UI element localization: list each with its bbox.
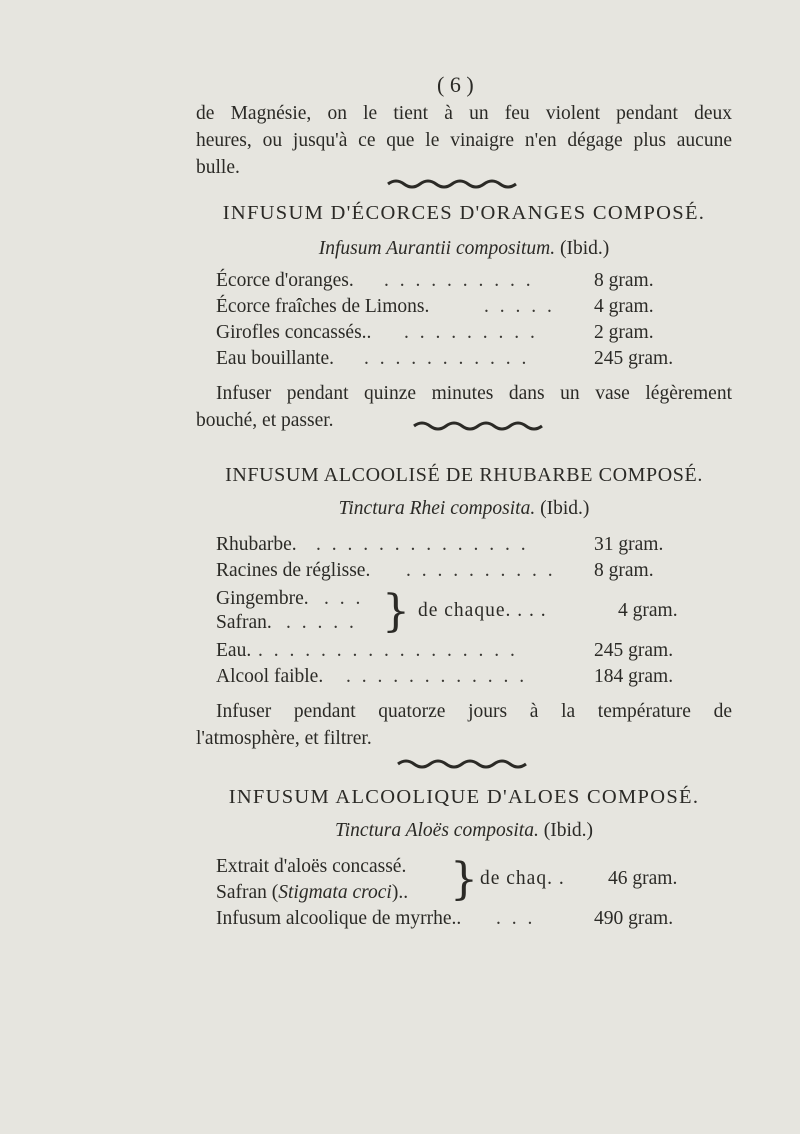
ingredient-quantity: 490 gram.	[594, 908, 674, 929]
ingredient-quantity: 184 gram.	[594, 666, 674, 687]
section-title: INFUSUM ALCOOLISÉ DE RHUBARBE COMPOSÉ.	[225, 464, 703, 486]
ingredient-quantity: 8 gram.	[594, 270, 654, 291]
ingredient-name: Gingembre.	[216, 588, 309, 609]
reference: (Ibid.)	[543, 820, 593, 841]
section-subtitle	[196, 820, 732, 842]
ingredient-quantity: 245 gram.	[594, 348, 674, 369]
ingredient-name: Eau bouillante.	[216, 348, 335, 369]
instruction-line: Infuser pendant quatorze jours à la température de	[216, 701, 732, 722]
ingredient-row	[216, 348, 686, 374]
ornament-divider	[386, 178, 522, 190]
ingredient-row	[216, 534, 686, 560]
ingredient-row	[216, 560, 686, 586]
reference: (Ibid.)	[540, 498, 590, 519]
intro-paragraph	[196, 100, 732, 181]
ornament-divider	[396, 758, 532, 770]
ingredient-name: Girofles concassés..	[216, 322, 372, 343]
ingredient-name: Eau.	[216, 640, 252, 661]
ingredient-name: Alcool faible.	[216, 666, 324, 687]
ingredient-row	[216, 270, 686, 296]
leader-dots: . . . . .	[286, 612, 357, 633]
latin-name: Infusum Aurantii compositum.	[318, 238, 556, 259]
leader-dots: . . .	[324, 588, 364, 609]
intro-line: bulle.	[196, 157, 240, 178]
latin-term: Stigmata croci	[278, 882, 392, 903]
leader-dots: . . . . . . . . .	[404, 322, 538, 343]
instruction-line: l'atmosphère, et filtrer.	[196, 728, 372, 749]
ingredient-name: Rhubarbe.	[216, 534, 297, 555]
leader-dots: . . . . . . . . . . .	[364, 348, 530, 369]
ingredient-quantity: 245 gram.	[594, 640, 674, 661]
leader-dots: . . . . . . . . . . . .	[346, 666, 528, 687]
safran-label: Safran (	[216, 882, 279, 903]
section-title: INFUSUM D'ÉCORCES D'ORANGES COMPOSÉ.	[222, 202, 706, 224]
instruction-line: Infuser pendant quinze minutes dans un vase légèrement	[216, 383, 732, 404]
instruction-line: bouché, et passer.	[196, 410, 334, 431]
page-number: ( 6 )	[437, 72, 474, 97]
ingredient-quantity: 46 gram.	[608, 868, 678, 889]
instruction-paragraph	[196, 698, 732, 752]
intro-line: heures, ou jusqu'à ce que le vinaigre n'en dégage plus aucune	[196, 130, 732, 151]
right-brace: }	[450, 854, 478, 905]
ingredient-row	[216, 908, 686, 934]
ingredient-name: Extrait d'aloës concassé.	[216, 856, 407, 877]
section-subtitle	[196, 498, 732, 520]
ingredient-quantity: 2 gram.	[594, 322, 654, 343]
ingredient-quantity: 8 gram.	[594, 560, 654, 581]
latin-name: Tinctura Aloës composita.	[334, 820, 539, 841]
leader-dots: . . . . .	[484, 296, 555, 317]
reference: (Ibid.)	[559, 238, 610, 259]
latin-name: Tinctura Rhei composita.	[338, 498, 536, 519]
ingredient-quantity: 4 gram.	[618, 600, 678, 621]
ingredient-row	[216, 296, 686, 322]
ornament-divider	[412, 420, 548, 432]
ingredient-quantity: 31 gram.	[594, 534, 664, 555]
ingredient-quantity: 4 gram.	[594, 296, 654, 317]
intro-line: de Magnésie, on le tient à un feu violent pendant deux	[196, 103, 732, 124]
ingredient-row	[216, 322, 686, 348]
right-brace: }	[382, 586, 410, 637]
section-subtitle	[196, 238, 732, 260]
leader-dots: . . .	[496, 908, 536, 929]
each-label: de chaque. . . .	[418, 600, 547, 621]
ingredient-name: Écorce fraîches de Limons.	[216, 296, 430, 317]
ingredient-name: Racines de réglisse.	[216, 560, 371, 581]
section-title: INFUSUM ALCOOLIQUE D'ALOES COMPOSÉ.	[228, 786, 700, 808]
leader-dots: . . . . . . . . . .	[406, 560, 556, 581]
ingredient-name: Safran.	[216, 612, 272, 633]
ingredient-row	[216, 640, 686, 666]
each-label: de chaq. .	[480, 868, 565, 889]
ingredient-name: Infusum alcoolique de myrrhe..	[216, 908, 462, 929]
ingredient-name	[216, 882, 408, 904]
leader-dots: . . . . . . . . . .	[384, 270, 534, 291]
leader-dots: . . . . . . . . . . . . . .	[316, 534, 529, 555]
leader-dots: . . . . . . . . . . . . . . . . .	[258, 640, 518, 661]
ingredient-name: Écorce d'oranges.	[216, 270, 354, 291]
safran-tail: )..	[391, 882, 409, 903]
ingredient-row	[216, 666, 686, 692]
